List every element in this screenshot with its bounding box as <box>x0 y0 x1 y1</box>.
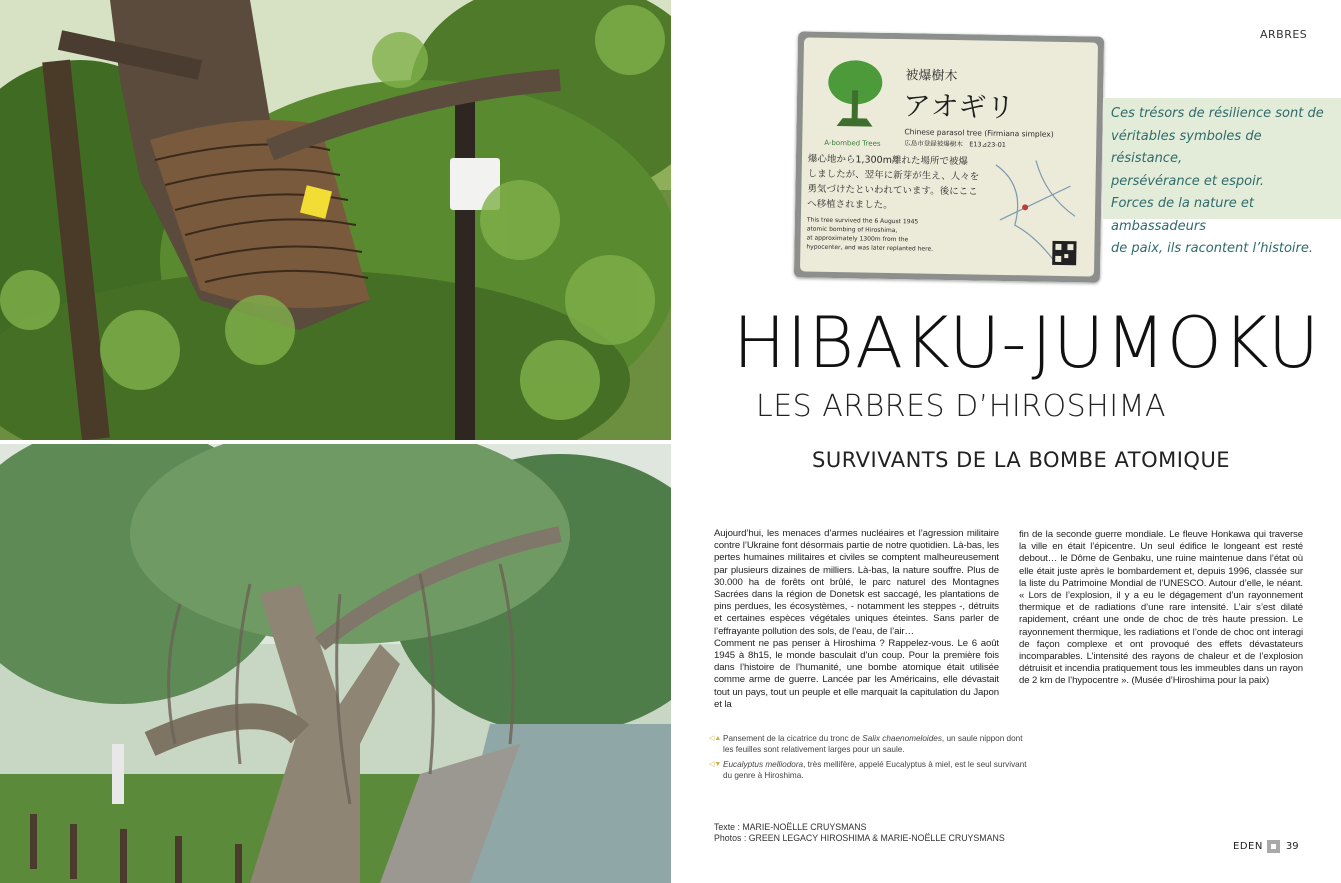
caption-text: Eucalyptus melliodora, très mellifère, appelé Eucalyptus à miel, est le seul survivant du genre à Hiroshima. <box>723 760 1027 780</box>
sign-en-line: hypocenter, and was later replanted here. <box>806 243 934 253</box>
body-column-left <box>714 528 999 711</box>
pull-quote: Ces trésors de résilience sont de véritables symboles de résistance, persévérance et espoir. Forces de la nature et ambassadeurs de paix, ils racontent l’histoire. <box>1103 98 1341 219</box>
section-tag: ARBRES <box>1260 28 1308 41</box>
sign-name-jp: アオギリ <box>902 89 1015 125</box>
sign-title-jp: 被爆樹木 <box>905 68 958 85</box>
a-bombed-tree-sign <box>794 31 1104 282</box>
caption-arrow-down-icon: ◁▼ <box>709 761 722 768</box>
sign-jp-line: へ移植されました。 <box>807 198 893 212</box>
body-paragraph: Comment ne pas penser à Hiroshima ? Rappelez-vous. Le 6 août 1945 à 8h15, le monde basculait d’un coup. Pour la première fois dans l’histoire de l’humanité, une bombe atomique était utilisée comme arme de guerre. Lancée par les Américains, elle dévastait tout un pays, tout un peuple et elle marquait la capitulation du Japon et la <box>714 637 999 710</box>
photo-caption-bottom <box>709 760 1029 781</box>
eucalyptus-photo-illustration <box>0 444 671 883</box>
body-paragraph: fin de la seconde guerre mondiale. Le fleuve Honkawa qui traverse la ville en était l’épicentre. Un seul édifice le longeant est resté debout… le Dôme de Genbaku, une ruine maintenue dans l’état où elle était juste après le bombardement et, depuis 1996, classée sur la liste du Patrimoine Mondial de l’UNESCO. Autour d’elle, le néant. « Lors de l’explosion, il y a eu le dégagement d’un rayonnement thermique et de radiations d’une rare intensité. L’air s’est dilaté rapidement, créant une onde de choc de très haute pression. Le rayonnement thermique, les radiations et l’onde de choc ont interagi de façon complexe et ont provoqué des effets dévastateurs incomparables. L’intensité des rayons de chaleur et de l’explosion détruisit et incendia pratiquement tous les immeubles dans un rayon de 2 km de l’hypocentre ». (Musée d’Hiroshima pour la paix) <box>1019 529 1303 687</box>
sign-jp-line: 勇気づけたといわれています。後にここ <box>807 183 978 198</box>
magazine-name: EDEN <box>1233 840 1263 852</box>
body-column-right <box>1019 529 1303 688</box>
photo-willow-bandaged-trunk <box>0 0 671 440</box>
sign-en-line: at approximately 1300m from the <box>806 234 909 244</box>
sign-en-line: atomic bombing of Hiroshima, <box>806 225 898 235</box>
qr-code-icon <box>1052 241 1076 265</box>
article-subtitle: LES ARBRES D’HIROSHIMA <box>756 389 1166 424</box>
body-paragraph: Aujourd’hui, les menaces d’armes nucléaires et l’agression militaire contre l’Ukraine font désormais partie de notre quotidien. Là-bas, les pertes humaines militaires et civiles se comptent malheureusement par plusieurs dizaines de milliers. Là-bas, la nature souffre. Plus de 30.000 ha de forêts ont brûlé, le parc naturel des Montagnes Sacrées dans la région de Donetsk est saccagé, les plantations de pins perdues, les écosystèmes, - notamment les steppes -, détruits et certaines espèces végétales uniques éteintes. Sans parler de l’effrayante pollution des sols, de l’eau, de l’air… <box>714 528 999 637</box>
sign-name-en: Chinese parasol tree (Firmiana simplex) <box>904 127 1054 139</box>
sign-en-line: This tree survived the 6 August 1945 <box>806 216 919 226</box>
page-footer <box>1233 838 1299 854</box>
sign-photo <box>794 31 1104 282</box>
caption-arrow-up-icon: ◁▲ <box>709 735 722 742</box>
photo-eucalyptus-riverbank <box>0 444 671 883</box>
sign-registry: 広島市登録被爆樹木 E13⊿23-01 <box>904 139 1007 149</box>
photo-credit: Photos : GREEN LEGACY HIROSHIMA & MARIE-NOËLLE CRUYSMANS <box>714 833 1005 843</box>
sign-jp-line: 爆心地から1,300m離れた場所で被爆 <box>807 153 968 168</box>
text-credit: Texte : MARIE-NOËLLE CRUYSMANS <box>714 822 867 832</box>
page-number: 39 <box>1285 840 1299 852</box>
article-title: HIBAKU-JUMOKU <box>733 302 1321 384</box>
photo-caption-top <box>709 734 1029 755</box>
article-kicker: SURVIVANTS DE LA BOMBE ATOMIQUE <box>812 448 1231 472</box>
willow-photo-illustration <box>0 0 671 440</box>
sign-logo-caption: A-bombed Trees <box>824 138 881 148</box>
sign-jp-line: しましたが、翌年に新芽が生え、人々を <box>807 168 980 183</box>
credits <box>714 822 1034 844</box>
caption-text: Pansement de la cicatrice du tronc de Salix chaenomeloides, un saule nippon dont les feuilles sont relativement larges pour un saule. <box>723 734 1023 754</box>
magazine-logo-icon <box>1267 840 1280 853</box>
